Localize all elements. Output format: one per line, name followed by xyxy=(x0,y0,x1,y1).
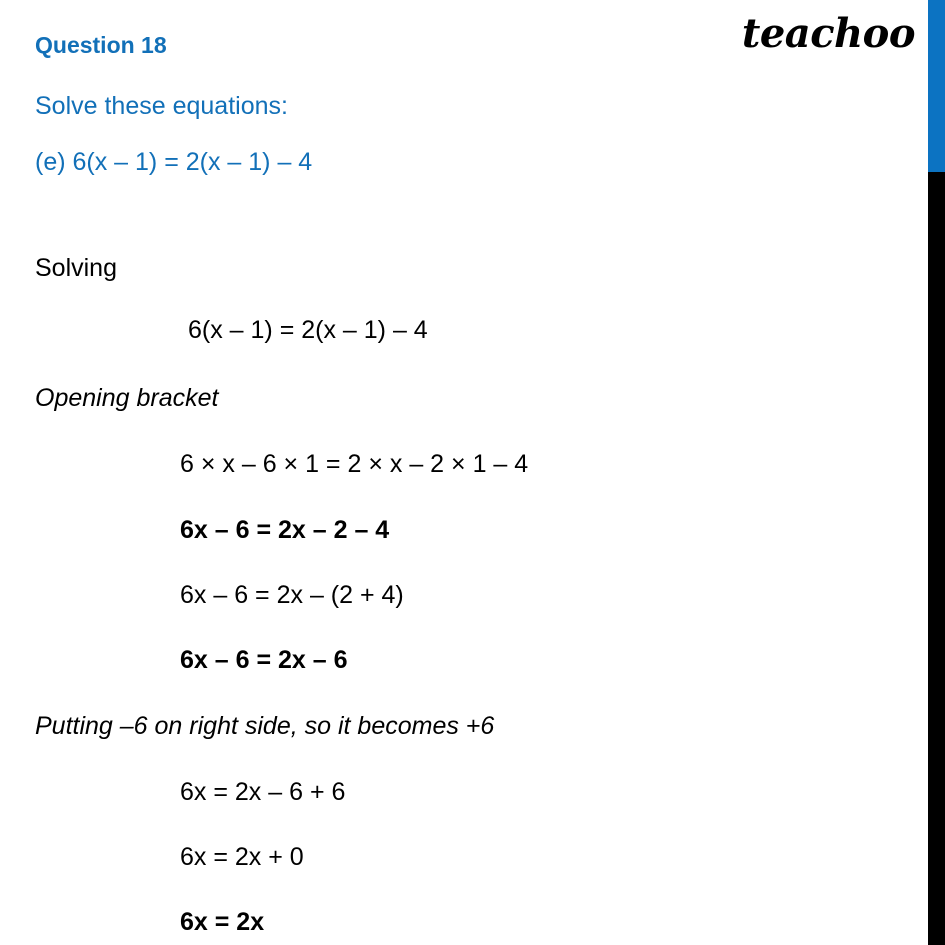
solution-step-9: 6x = 2x xyxy=(180,908,265,936)
page-title: Question 18 xyxy=(35,32,167,58)
solution-step-0: 6(x – 1) = 2(x – 1) – 4 xyxy=(188,316,428,344)
problem-statement: (e) 6(x – 1) = 2(x – 1) – 4 xyxy=(35,148,313,176)
solution-step-5: 6x – 6 = 2x – 6 xyxy=(180,646,348,674)
solution-step-1: Opening bracket xyxy=(35,384,219,412)
solution-step-3: 6x – 6 = 2x – 2 – 4 xyxy=(180,516,390,544)
solution-step-4: 6x – 6 = 2x – (2 + 4) xyxy=(180,581,404,609)
instruction-text: Solve these equations: xyxy=(35,92,288,120)
solving-label: Solving xyxy=(35,254,117,282)
right-edge-black-bar xyxy=(928,172,945,945)
solution-step-2: 6 × x – 6 × 1 = 2 × x – 2 × 1 – 4 xyxy=(180,450,529,478)
solution-step-8: 6x = 2x + 0 xyxy=(180,843,304,871)
teachoo-logo: teachoo xyxy=(741,10,915,57)
solution-step-7: 6x = 2x – 6 + 6 xyxy=(180,778,346,806)
right-edge-blue-bar xyxy=(928,0,945,172)
solution-step-6: Putting –6 on right side, so it becomes +6 xyxy=(35,712,495,740)
